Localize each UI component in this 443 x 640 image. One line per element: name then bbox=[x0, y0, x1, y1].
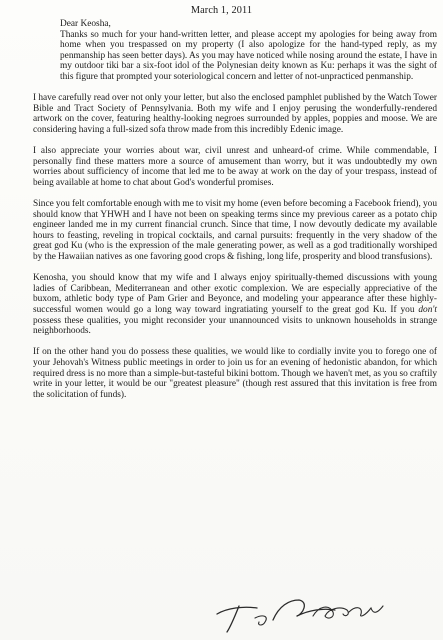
emphasized-text: don't bbox=[418, 305, 437, 316]
paragraph-text: Kenosha, you should know that my wife and I always enjoy spiritually-themed discussions with young ladies of Caribbean, Mediterranean and other exotic complexion. We are especially appreciative of the buxom, athletic body type of Pam Grier and Beyonce, and modeling your appearance after these highly-successful women would go a long way toward ingratiating yourself to the great god Ku. If you bbox=[33, 273, 437, 316]
letter-date: March 1, 2011 bbox=[190, 5, 253, 16]
letter-paragraph bbox=[60, 30, 437, 83]
letter-paragraph bbox=[33, 93, 437, 135]
paragraph-text: possess these qualities, you might reconsider your unannounced visits to unknown households in strange neighborhoods. bbox=[33, 315, 437, 337]
paragraph-text: If on the other hand you do possess these qualities, we would like to cordially invite you to forego one of your Jehovah's Witness public meetings in order to join us for an evening of hedonistic abandon, for which required dress is no more than a simple-but-tasteful bikini bottom. Though we haven't met, as you so craftily write in your letter, it would be our "greatest pleasure" (though rest assured that this invitation is free from the solicitation of funds). bbox=[33, 347, 437, 400]
paragraph-list bbox=[33, 30, 437, 401]
paragraph-text: Since you felt comfortable enough with me to visit my home (even before becoming a Facebook friend), you should know that YHWH and I have not been on speaking terms since my previous career as a potato chip engineer landed me in my current financial crunch. Since that time, I now devoutly dedicate my available hours to feasting, reveling in tropical cocktails, and carnal pursuits: frequently in the very shadow of the great god Ku (who is the expression of the male generating power, as well as a god traditionally worshiped by the Hawaiian natives as one favoring good crops & fishing, long life, prosperity and blood transfusions). bbox=[33, 199, 437, 263]
letter-paragraph bbox=[33, 273, 437, 337]
paragraph-text: I also appreciate your worries about war, civil unrest and unheard-of crime. While commendable, I personally find these matters more a source of amusement than worry, but it was undoubtedly my own worries about sufficiency of income that led me to be away at work on the day of your trespass, instead of being available at home to chat about God's wonderful promises. bbox=[33, 146, 437, 188]
salutation: Dear Keosha, bbox=[60, 19, 111, 29]
letter-paragraph bbox=[33, 199, 437, 263]
letter-paragraph bbox=[33, 146, 437, 188]
paragraph-text: Thanks so much for your hand-written letter, and please accept my apologies for being away from home when you trespassed on my property (I also apologize for the hand-typed reply, as my penmanship has seen better days). As you may have noticed while nosing around the estate, I have in my outdoor tiki bar a six-foot idol of the Polynesian deity known as Ku: perhaps it was the sight of this figure that prompted your soteriological concern and letter of not-unpracticed penmanship. bbox=[60, 29, 437, 82]
letter-body bbox=[33, 19, 437, 400]
paragraph-text: I have carefully read over not only your letter, but also the enclosed pamphlet published by the Watch Tower Bible and Tract Society of Pennsylvania. Both my wife and I enjoy perusing the wonderfully-rendered artwork on the cover, featuring healthy-looking negroes surrounded by apples, poppies and moose. We are considering having a full-sized sofa throw made from this incredibly Edenic image. bbox=[33, 93, 437, 135]
handwritten-signature bbox=[205, 586, 405, 634]
letter-paragraph bbox=[33, 347, 437, 400]
